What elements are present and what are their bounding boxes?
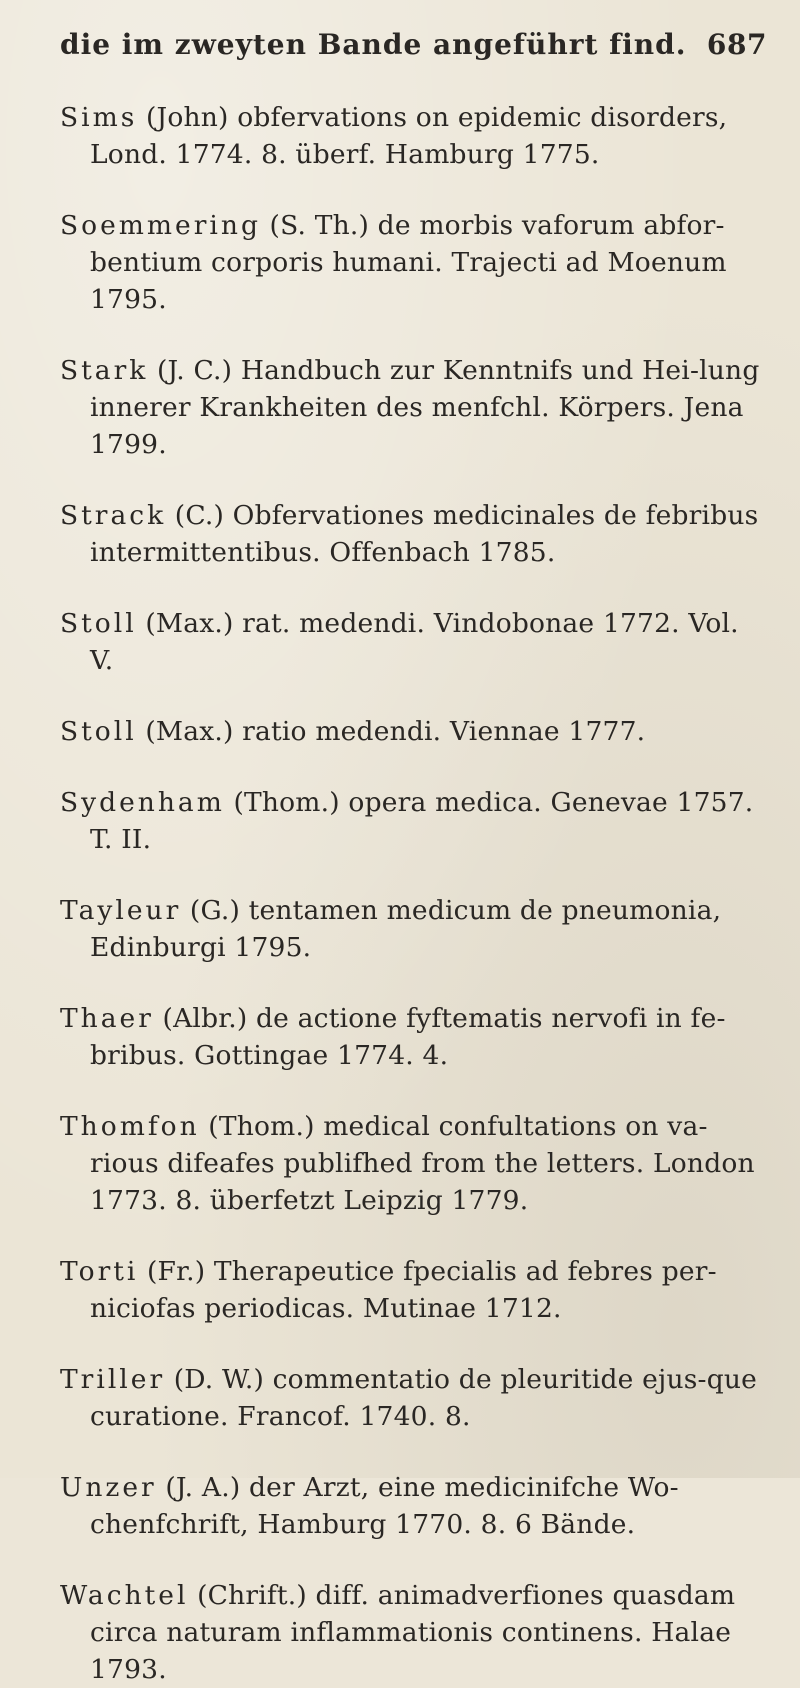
entry-text: (Thom.) opera medica. Genevae 1757. T. II.: [90, 787, 754, 855]
page-number: 687: [706, 28, 768, 61]
entry-text: (S. Th.) de morbis vaforum abfor-bentium corporis humani. Trajecti ad Moenum 1795.: [90, 210, 727, 315]
entry-author: Thomfon: [60, 1111, 200, 1142]
entry-text: (Chrift.) diff. animadverfiones quasdam circa naturam inflammationis continens. Halae 1793.: [90, 1580, 736, 1685]
running-header: [60, 28, 768, 61]
bibliography-entry: [60, 605, 760, 679]
entry-author: Stoll: [60, 716, 137, 747]
bibliography-entry: [60, 99, 760, 173]
bibliography-entry: [60, 497, 760, 571]
entry-author: Sydenham: [60, 787, 225, 818]
entry-author: Tayleur: [60, 895, 182, 926]
entry-author: Strack: [60, 500, 167, 531]
entry-author: Unzer: [60, 1472, 157, 1503]
bibliography-entry: [60, 784, 760, 858]
entry-author: Stoll: [60, 608, 137, 639]
entry-text: (John) obfervations on epidemic disorders, Lond. 1774. 8. überf. Hamburg 1775.: [90, 102, 728, 170]
entry-author: Triller: [60, 1364, 166, 1395]
bibliography-entry: [60, 892, 760, 966]
entry-text: (Max.) rat. medendi. Vindobonae 1772. Vol. V.: [90, 608, 739, 676]
bibliography-entry: [60, 713, 760, 750]
entry-author: Stark: [60, 355, 149, 386]
entry-author: Thaer: [60, 1003, 154, 1034]
entry-text: (Albr.) de actione fyftematis nervofi in fe-bribus. Gottingae 1774. 4.: [90, 1003, 726, 1071]
bibliography-entry: [60, 352, 760, 463]
bibliography-entry: [60, 207, 760, 318]
entry-text: (Fr.) Therapeutice fpecialis ad febres per-niciofas periodicas. Mutinae 1712.: [90, 1256, 717, 1324]
entry-text: (J. C.) Handbuch zur Kenntnifs und Hei-lung innerer Krankheiten des menfchl. Körpers. Jena 1799.: [90, 355, 760, 460]
bibliography-entry: [60, 1469, 760, 1543]
entry-text: (D. W.) commentatio de pleuritide ejus-que curatione. Francof. 1740. 8.: [90, 1364, 758, 1432]
bibliography-entry: [60, 1108, 760, 1219]
entry-author: Wachtel: [60, 1580, 189, 1611]
header-text: die im zweyten Bande angeführt find.: [60, 28, 687, 61]
entry-author: Soemmering: [60, 210, 261, 241]
bibliography-entry: [60, 1000, 760, 1074]
entry-text: (G.) tentamen medicum de pneumonia, Edinburgi 1795.: [90, 895, 722, 963]
entry-text: (Max.) ratio medendi. Viennae 1777.: [136, 716, 646, 747]
entry-author: Sims: [60, 102, 138, 133]
entry-text: (C.) Obfervationes medicinales de febribus intermittentibus. Offenbach 1785.: [90, 500, 759, 568]
bibliography-entry: [60, 1253, 760, 1327]
entry-text: (Thom.) medical confultations on va-rious difeafes publifhed from the letters. London 1773. 8. überfetzt Leipzig 1779.: [90, 1111, 755, 1216]
entry-author: Torti: [60, 1256, 139, 1287]
bibliography-entry: [60, 1577, 760, 1688]
bibliography-entry: [60, 1361, 760, 1435]
entry-text: (J. A.) der Arzt, eine medicinifche Wo-chenfchrift, Hamburg 1770. 8. 6 Bände.: [90, 1472, 679, 1540]
